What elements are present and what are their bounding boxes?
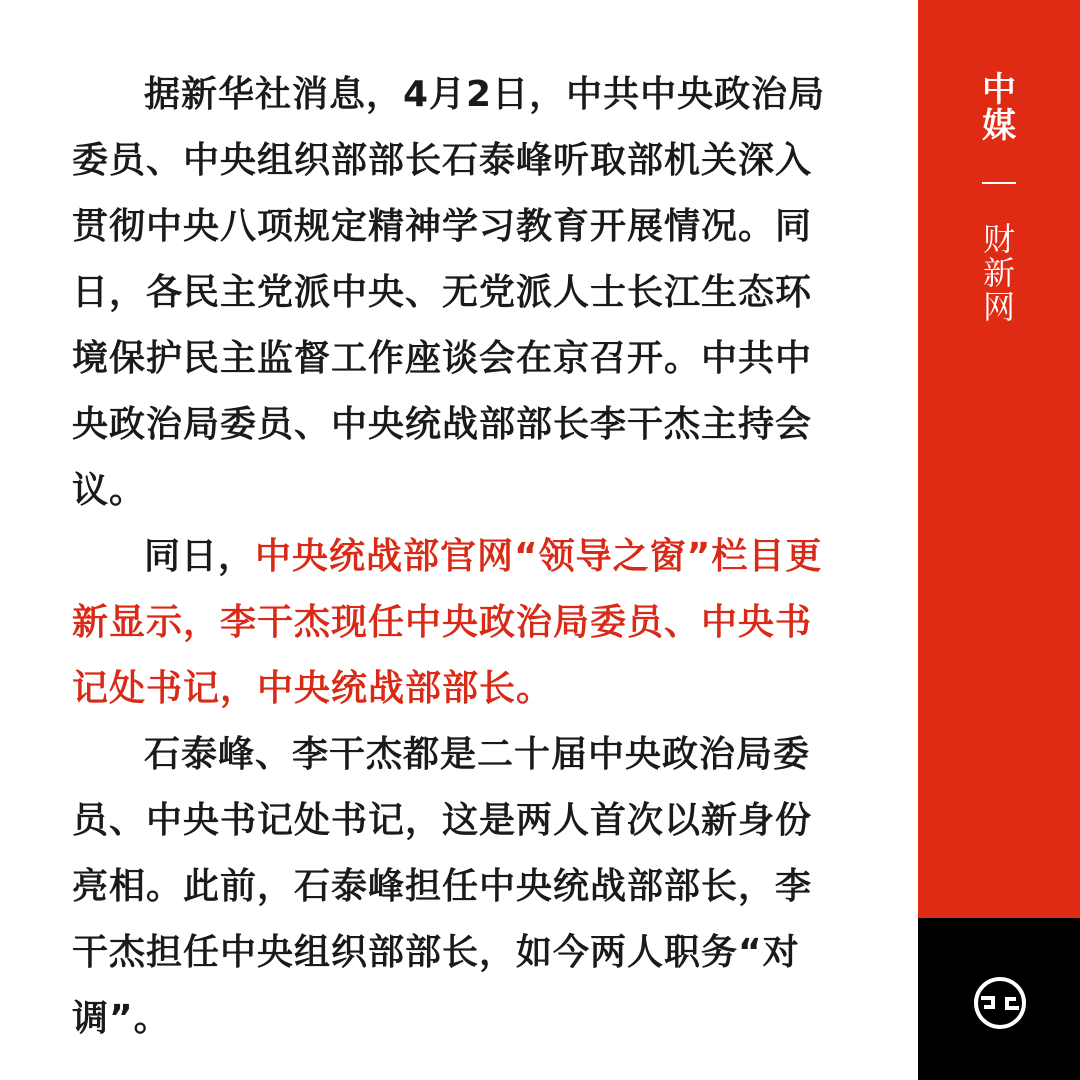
paragraph-2 — [72, 524, 842, 722]
brand-sidebar — [918, 0, 1080, 918]
brand-sub-label: 财新网 — [982, 220, 1015, 326]
logo-box — [918, 918, 1080, 1080]
article-body — [72, 62, 842, 1052]
caixin-logo-icon — [973, 976, 1027, 1030]
paragraph-1-text: 据新华社消息，4月2日，中共中央政治局委员、中央组织部部长石泰峰听取部机关深入贯彻中央八项规定精神学习教育开展情况。同日，各民主党派中央、无党派人士长江生态环境保护民主监督工作座谈会在京召开。中共中央政治局委员、中央统战部部长李干杰主持会议。 — [72, 74, 826, 511]
brand-main-label: 中媒 — [982, 70, 1016, 146]
brand-separator — [982, 182, 1016, 184]
paragraph-3-text: 石泰峰、李干杰都是二十届中央政治局委员、中央书记处书记，这是两人首次以新身份亮相。此前，石泰峰担任中央统战部部长，李干杰担任中央组织部部长，如今两人职务“对调”。 — [72, 734, 813, 1039]
paragraph-2-highlight: 中央统战部官网“领导之窗”栏目更新显示，李干杰现任中央政治局委员、中央书记处书记，中央统战部部长。 — [72, 536, 823, 709]
brand-block — [918, 72, 1080, 324]
paragraph-2-lead: 同日， — [144, 536, 256, 577]
paragraph-1 — [72, 62, 842, 524]
paragraph-3 — [72, 722, 842, 1052]
